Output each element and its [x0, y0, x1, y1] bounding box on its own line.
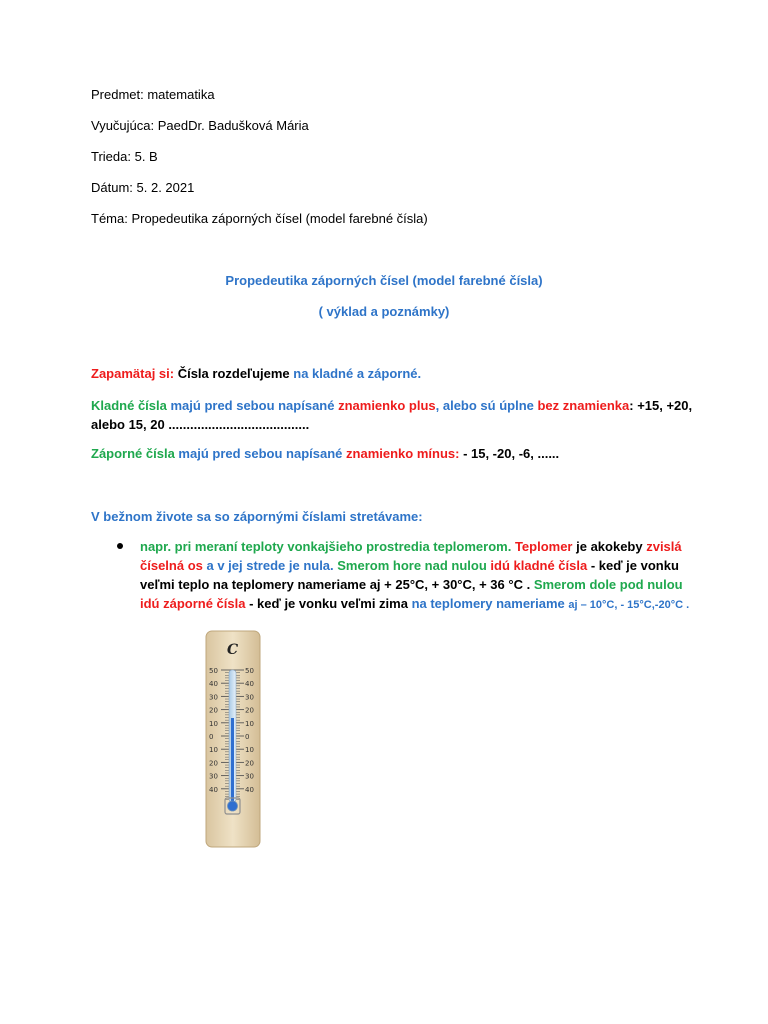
text-segment: Čísla rozdeľujeme [177, 366, 294, 381]
life-heading: V bežnom živote sa so zápornými číslami stretávame: [91, 509, 423, 524]
subject-line: Predmet: matematika [91, 87, 215, 102]
scale-label-right: 10 [245, 719, 254, 728]
positive-numbers-line-2 [91, 415, 309, 434]
text-segment: Zapamätaj si: [91, 366, 178, 381]
scale-label-right: 10 [245, 746, 254, 755]
text-segment: idú kladné čísla [490, 558, 591, 573]
scale-label-left: 0 [209, 733, 214, 741]
text-segment: a v jej strede je nula. [206, 558, 338, 573]
text-segment: číselná os [140, 558, 207, 573]
text-segment: majú pred sebou napísané [178, 446, 347, 461]
positive-numbers-line-1 [91, 396, 692, 415]
text-segment: aj – 10°C, - 15°C,-20°C . [568, 599, 690, 611]
bullet-icon [117, 543, 123, 549]
text-segment: Smerom hore nad nulou [337, 558, 491, 573]
text-segment: Smerom dole pod nulou [533, 577, 683, 592]
text-segment: idú záporné čísla [140, 596, 250, 611]
scale-label-left: 30 [209, 693, 218, 702]
scale-label-left: 30 [209, 772, 218, 781]
scale-label-right: 20 [245, 706, 254, 715]
negative-numbers-paragraph [91, 444, 559, 463]
scale-label-right: 30 [245, 693, 254, 702]
scale-label-left: 20 [209, 759, 218, 768]
scale-label-left: 40 [209, 680, 218, 689]
text-segment: bez znamienka [537, 398, 630, 413]
document-subtitle: ( výklad a poznámky) [318, 304, 450, 319]
text-segment: znamienko plus [338, 398, 436, 413]
scale-label-left: 20 [209, 706, 218, 715]
topic-line: Téma: Propedeutika záporných čísel (model farebné čísla) [91, 211, 428, 226]
text-segment: alebo 15, 20 ....................................... [91, 417, 310, 432]
scale-label-left: 10 [209, 719, 218, 728]
text-segment: Kladné čísla [91, 398, 171, 413]
scale-label-right: 40 [245, 785, 254, 794]
text-segment: , alebo sú úplne [435, 398, 538, 413]
text-segment: znamienko mínus: [346, 446, 464, 461]
mercury-column [231, 718, 234, 802]
scale-label-left: 50 [209, 667, 218, 675]
bullet-line-1 [140, 537, 695, 556]
text-segment: zvislá [646, 539, 682, 554]
scale-label-right: 40 [245, 680, 254, 689]
scale-label-right: 30 [245, 772, 254, 781]
scale-label-right: 50 [245, 667, 254, 675]
bullet-line-2 [140, 556, 695, 575]
bullet-line-3 [140, 575, 695, 594]
teacher-line: Vyučujúca: PaedDr. Badušková Mária [91, 118, 309, 133]
text-segment: - keď je vonku veľmi zima [249, 596, 412, 611]
text-segment: - keď je vonku [590, 558, 679, 573]
thermometer-icon [205, 630, 261, 848]
text-segment: na teplomery nameriame [411, 596, 569, 611]
bullet-line-4 [140, 594, 695, 615]
scale-label-right: 20 [245, 759, 254, 768]
text-segment: Teplomer [514, 539, 577, 554]
text-segment: veľmi teplo na teplomery nameriame aj + 25°C, + 30°C, + 36 °C . [140, 577, 534, 592]
text-segment: Záporné čísla [91, 446, 179, 461]
text-segment: je akokeby [576, 539, 647, 554]
scale-label-left: 40 [209, 785, 218, 794]
class-line: Trieda: 5. B [91, 149, 158, 164]
text-segment: : +15, +20, [629, 398, 693, 413]
scale-label-right: 0 [245, 733, 250, 741]
document-title: Propedeutika záporných čísel (model farebné čísla) [225, 273, 543, 288]
remember-paragraph [91, 364, 421, 383]
date-line: Dátum: 5. 2. 2021 [91, 180, 195, 195]
unit-label: C [227, 642, 239, 658]
text-segment: napr. pri meraní teploty vonkajšieho prostredia teplomerom. [140, 539, 515, 554]
scale-label-left: 10 [209, 746, 218, 755]
thermometer-image [205, 630, 261, 848]
thermometer-bulb [228, 801, 238, 811]
bullet-item [140, 537, 695, 615]
text-segment: na kladné a záporné. [293, 366, 422, 381]
text-segment: majú pred sebou napísané [170, 398, 339, 413]
text-segment: - 15, -20, -6, ...... [463, 446, 560, 461]
